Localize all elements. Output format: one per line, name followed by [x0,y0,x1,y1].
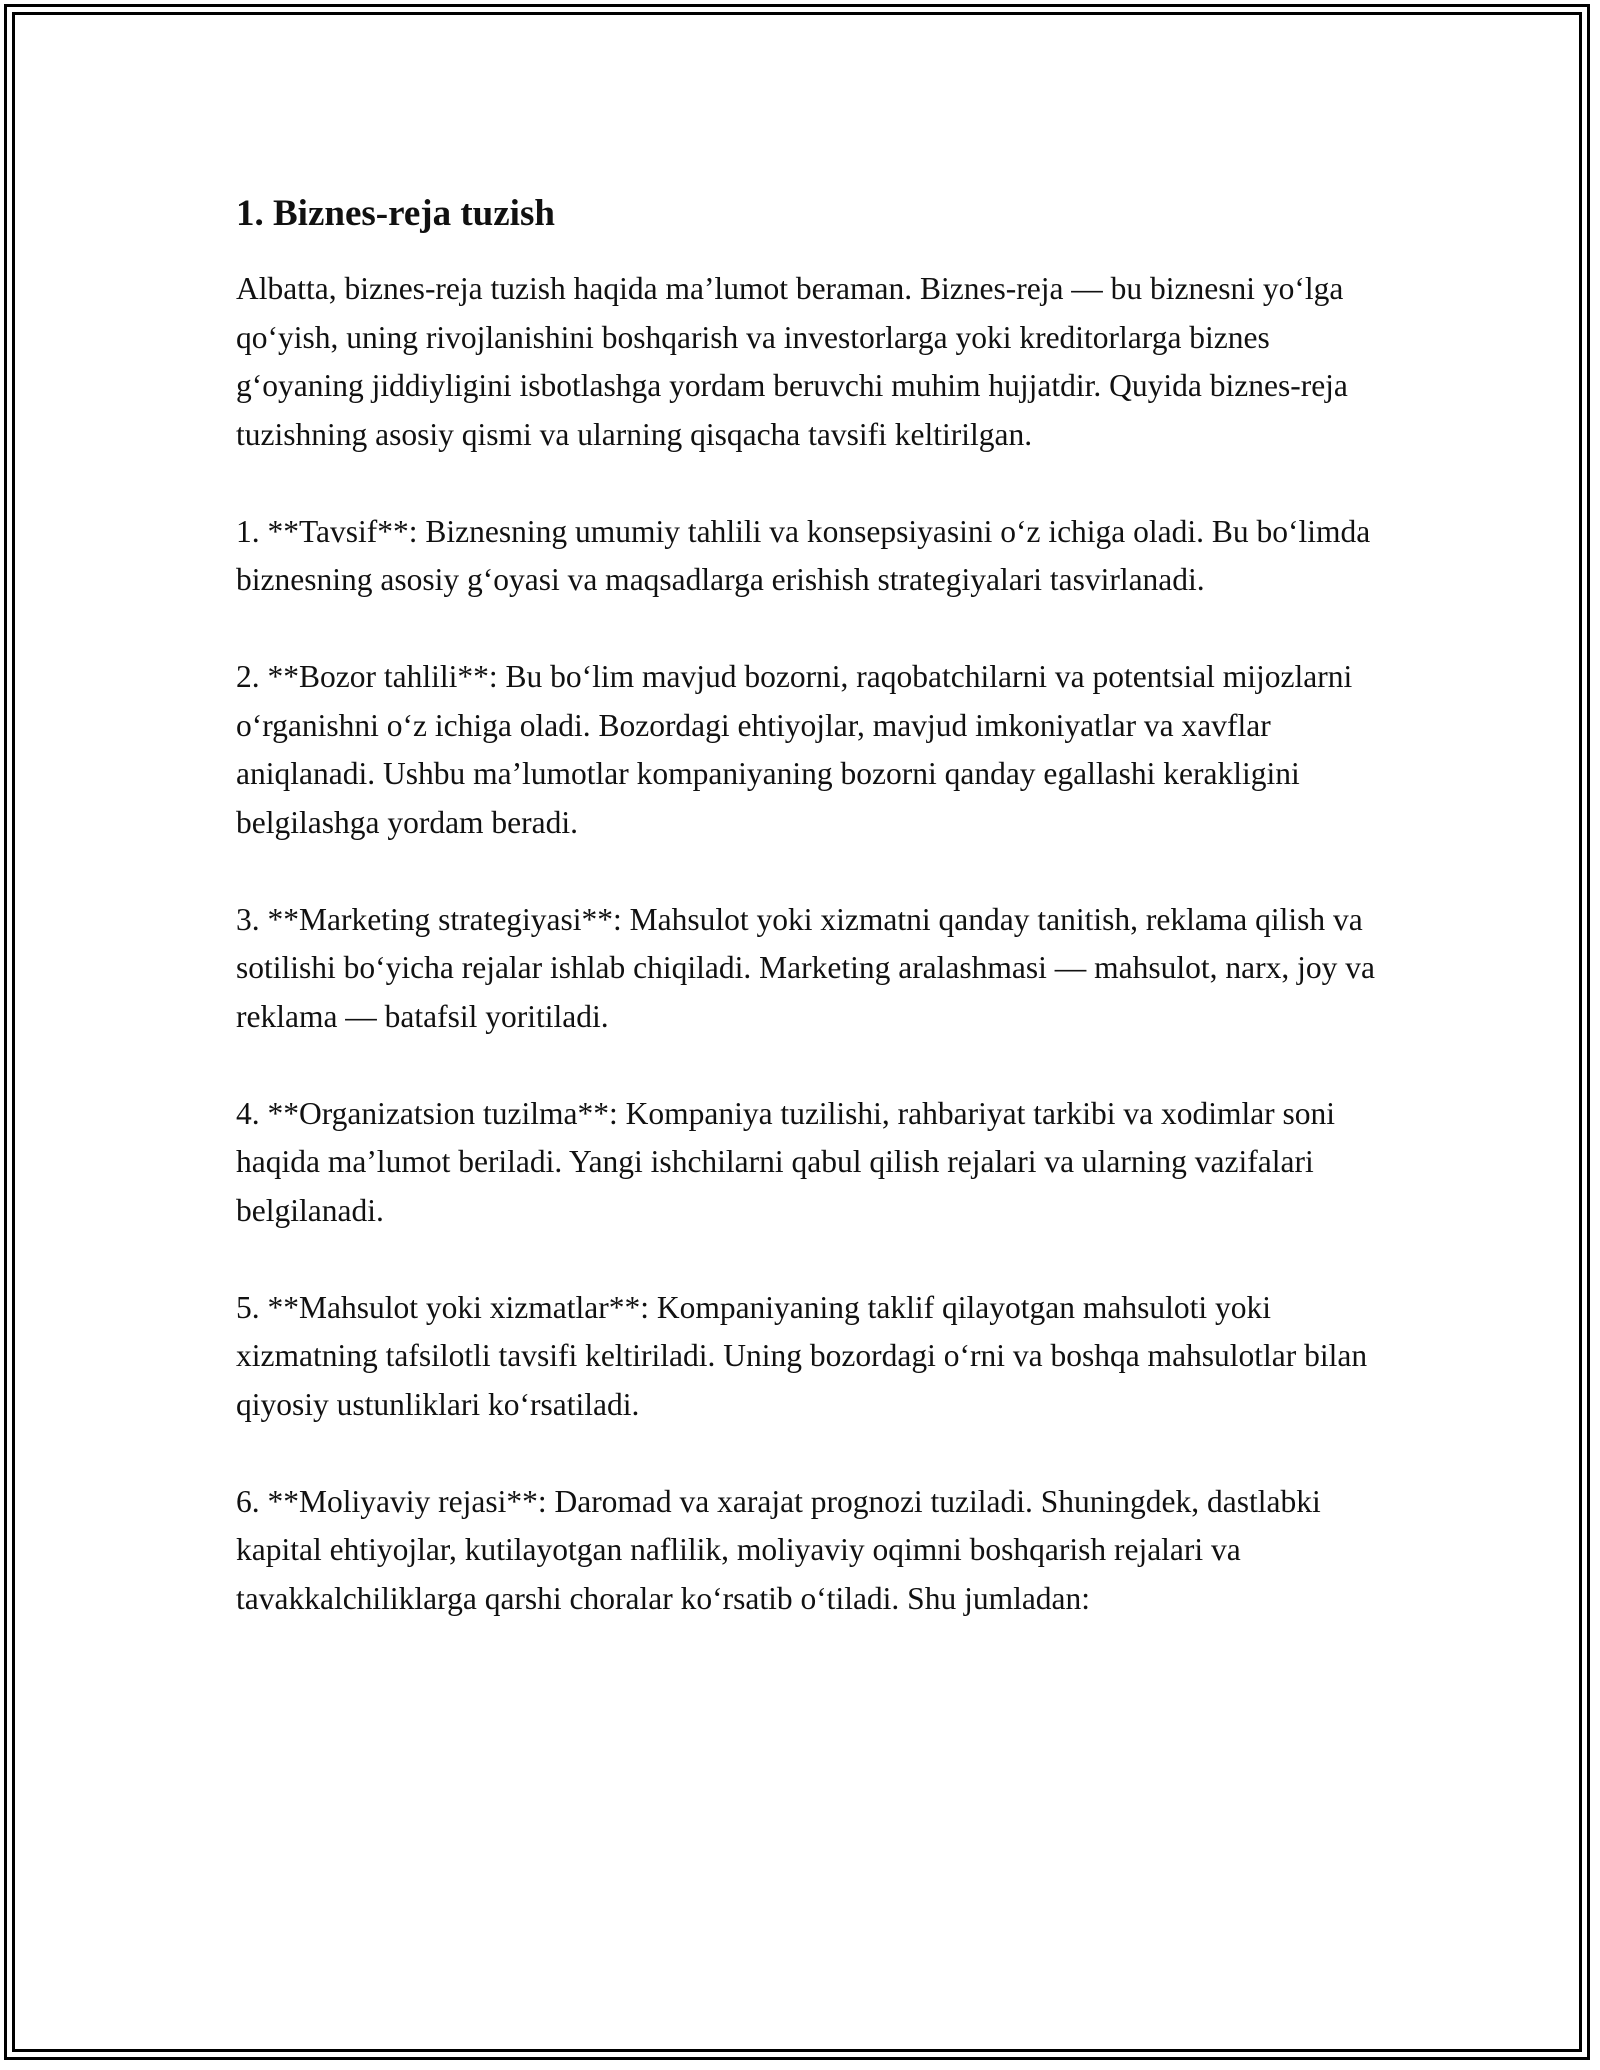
document-title: 1. Biznes-reja tuzish [236,193,555,234]
section-mahsulot-yoki-xizmatlar: 5. **Mahsulot yoki xizmatlar**: Kompaniyaning taklif qilayotgan mahsuloti yoki xizmatning tafsilotli tavsifi keltiriladi. Uning bozordagi o‘rni va boshqa mahsulotlar bilan qiyosiy ustunliklari ko‘rsatiladi. [236,1289,1368,1422]
section-bozor-tahlili: 2. **Bozor tahlili**: Bu bo‘lim mavjud bozorni, raqobatchilarni va potentsial mijozlarni o‘rganishni o‘z ichiga oladi. Bozordagi ehtiyojlar, mavjud imkoniyatlar va xavflar aniqlanadi. Ushbu ma’lumotlar kompaniyaning bozorni qanday egallashi kerakligini belgilashga yordam beradi. [236,659,1353,840]
intro-paragraph: Albatta, biznes-reja tuzish haqida ma’lumot beraman. Biznes-reja — bu biznesni yo‘lga qo‘yish, uning rivojlanishini boshqarish va investorlarga yoki kreditorlarga biznes g‘oyaning jiddiyligini isbotlashga yordam beruvchi muhim hujjatdir. Quyida biznes-reja tuzishning asosiy qismi va ularning qisqacha tavsifi keltirilgan. [236,271,1348,452]
section-organizatsion-tuzilma: 4. **Organizatsion tuzilma**: Kompaniya tuzilishi, rahbariyat tarkibi va xodimlar soni haqida ma’lumot beriladi. Yangi ishchilarni qabul qilish rejalari va ularning vazifalari belgilanadi. [236,1095,1336,1228]
section-marketing-strategiyasi: 3. **Marketing strategiyasi**: Mahsulot yoki xizmatni qanday tanitish, reklama qilish va sotilishi bo‘yicha rejalar ishlab chiqiladi. Marketing aralashmasi — mahsulot, narx, joy va reklama — batafsil yoritiladi. [236,901,1375,1034]
section-moliyaviy-rejasi: 6. **Moliyaviy rejasi**: Daromad va xarajat prognozi tuziladi. Shuningdek, dastlabki kapital ehtiyojlar, kutilayotgan naflilik, moliyaviy oqimni boshqarish rejalari va tavakkalchiliklarga qarshi choralar ko‘rsatib o‘tiladi. Shu jumladan: [236,1483,1321,1616]
document-body [236,185,1376,1672]
section-tavsif: 1. **Tavsif**: Biznesning umumiy tahlili va konsepsiyasini o‘z ichiga oladi. Bu bo‘limda biznesning asosiy g‘oyasi va maqsadlarga erishish strategiyalari tasvirlanadi. [236,513,1371,597]
